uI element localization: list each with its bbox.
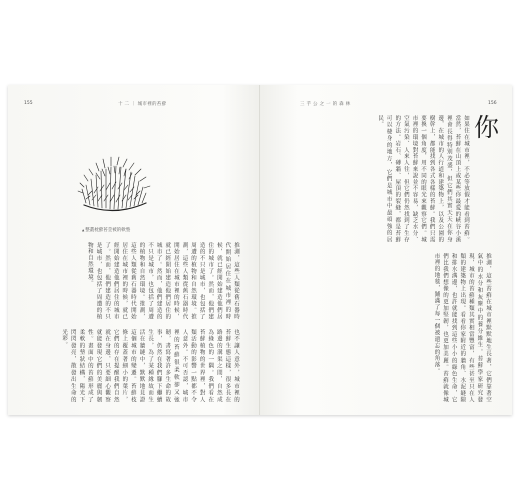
right-text-block-lower: 推測，這些苔蘚在城市裡默默地生長著，它們靠著空氣中的水分和灰塵中的養分維生。苔蘚學家研究發現，城市的苔蘚種類其實相當豐富，有些甚至只在人類的建築物上出現。看看你家附近的牆角、水泥縫隙和排水溝邊，也許就能找到這些小小的綠色生命，它們比我們想像的更加堅韌，也更加美麗。苔蘚就像城市裡的地毯，鋪滿了每一個被遺忘的角落。 (433, 253, 491, 403)
left-text-block-lower: 也不讓人意外，城市裡的苔蘚生態這樣，很多長在路邊的溝渠之間，自然成為綠色的一隅。我們看在苔蘚植物的世界裡，對人類活動的影響一點都不令人意外。不可否認，城市裡的苔蘚很柔軟卻又強韌，書寫著許多生命的故事，仍然在我們腳下繼續生長，為了某種緣故而生活在牆縫中，默默地見證這個城市的變遷。苔蘚枝條上覆蓋著細小的葉片，它們的存在提醒我們自然就在身邊，只要細心觀察就能發現它們的美麗與韌性。畫面中的苔蘚形成了柔軟的墊狀結構，陽光下閃閃發亮，散發出生命的光彩。 (61, 329, 239, 403)
left-page-number: 155 (24, 101, 33, 106)
right-text-block-upper: 如果住在城市裡，不必等放假才能看到苔蘚。當然，苔蘚在山頂上或某些你最愛的峽谷小溪裡會長得特別茂盛，但它們其實天天在你身邊，在城市的人行道和建築物上，以及公園的樹幹上，都能找到各式各樣的苔蘚。我們只需要換一個角度，用不同的眼光來觀察它們。城市裡的環境對苔蘚來說並不容易，缺乏水分、空氣污染、人來人往，但它們仍然找到了生存的方法。岩石、磚牆、屋頂的裂縫，都是苔蘚可以棲身的地方，它們是城市中最頑強的居民。 (377, 115, 469, 243)
drop-cap: 你 (474, 113, 500, 142)
moss-cushion-illustration (74, 145, 154, 223)
open-book-spread (8, 85, 512, 415)
left-running-head: 十 二 ｜ 城市裡的苔蘚 (118, 102, 167, 107)
illustration-caption: ▲ 整叢枕蘚苔莖被的軟墊 (82, 227, 130, 233)
left-text-block-upper: 推測，這些人類從舊石器時代開始居住在城市裡的時候，就已經開始建造他們居住的城市了。然而，他們建造的不只是城市，也包括了周遭的植物和自然環境。推測，這些人類從舊石器時代開始居住在城市裡的時候，就已經開始建造他們居住的城市了。然而，他們建造的不只是城市，也包括了周遭的植物和自然環境。推測，這些人類從舊石器時代開始居住在城市裡的時候，就已經開始建造他們居住的城市了。然而，他們建造的不只是城市，也包括了周遭的植物和自然環境。 (86, 242, 239, 320)
right-page-number: 156 (488, 101, 497, 106)
right-page (260, 85, 512, 415)
left-page (8, 85, 260, 415)
right-running-head: 三 芋 公 之 一 的 森 林 (300, 102, 351, 107)
